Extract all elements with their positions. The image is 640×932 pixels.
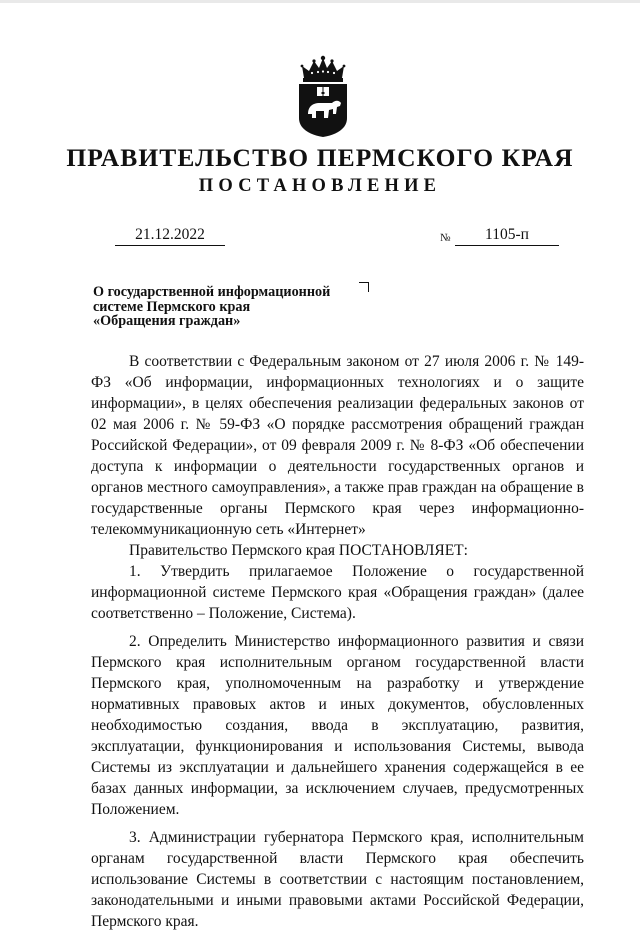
subject-line: системе Пермского края [93,298,251,315]
document-subject [93,285,373,329]
document-type: ПОСТАНОВЛЕНИЕ [198,176,442,196]
paragraph-preamble: В соответствии с Федеральным законом от 27 июля 2006 г. № 149-ФЗ «Об информации, информационных технологиях и о защите информации», в целях обеспечения реализации федеральных законов от 02 мая 2006 г. № 59-ФЗ «О порядке рассмотрения обращений граждан Российской Федерации», от 09 февраля 2009 г. № 8-ФЗ «Об обеспечении доступа к информации о деятельности государственных органов и органов местного самоуправления», а также прав граждан на обращение в государственные органы Пермского края через информационно-телекоммуникационную сеть «Интернет» [91,353,584,538]
paragraph-resolves: Правительство Пермского края ПОСТАНОВЛЯЕТ: [129,542,468,559]
perm-coat-of-arms-icon [296,54,350,138]
subject-line: «Обращения граждан» [93,313,241,329]
scan-edge [0,0,640,3]
subject-line: О государственной информационной [93,284,331,300]
document-date: 21.12.2022 [115,226,225,246]
government-title: ПРАВИТЕЛЬСТВО ПЕРМСКОГО КРАЯ [66,143,574,172]
paragraph-item-3: 3. Администрации губернатора Пермского края, исполнительным органам государственной власти Пермского края обеспечить использование Системы в соответствии с настоящим постановлением, законодательными и иными правовыми актами Российской Федерации, Пермского края. [91,829,584,930]
subject-corner-mark [359,282,369,292]
paragraph-item-2: 2. Определить Министерство информационного развития и связи Пермского края исполнительным органом государственной власти Пермского края, уполномоченным на разработку и утверждение нормативных правовых актов и иных документов, обусловленных необходимостью создания, ввода в эксплуатацию, развития, эксплуатации, функционирования и использования Системы, вывода Системы из эксплуатации и дальнейшего хранения содержащейся в ее базах данных информации, за исключением случаев, предусмотренных Положением. [91,633,584,818]
document-body [91,351,584,932]
number-label: № [440,232,451,244]
paragraph-item-1: 1. Утвердить прилагаемое Положение о государственной информационной системе Пермского края «Обращения граждан» (далее соответственно – Положение, Система). [91,563,584,622]
document-number: 1105-п [455,226,559,246]
